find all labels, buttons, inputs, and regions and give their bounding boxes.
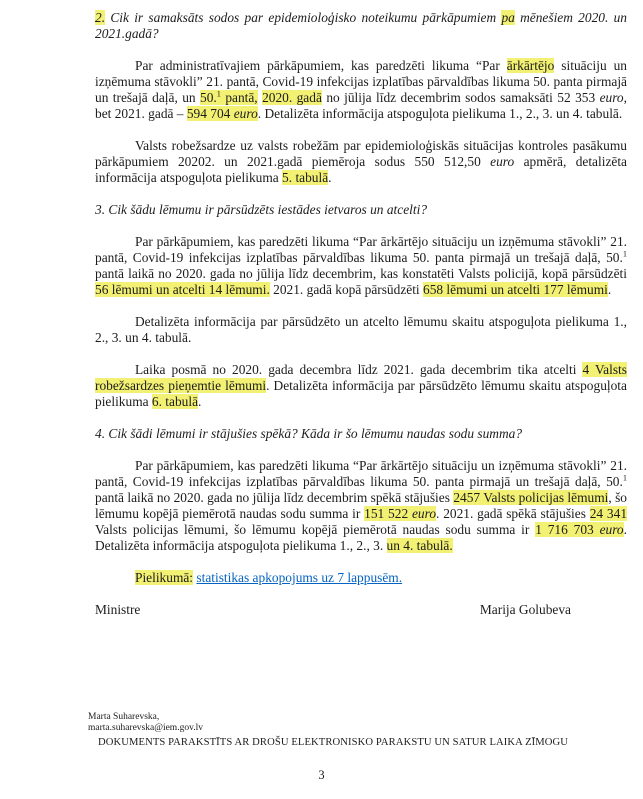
highlighted-text: 151 522	[364, 506, 412, 521]
highlighted-text: 50.	[200, 90, 217, 105]
text-segment: no jūlija līdz decembrim sodos samaksāti 52 353	[321, 90, 600, 105]
text-segment: euro	[490, 154, 515, 169]
highlighted-text: euro	[233, 106, 258, 121]
text-segment: , bet 2021. gadā –	[95, 90, 627, 121]
text-segment: situāciju un izņēmuma stāvokli” 21. pantā, Covid-19 infekcijas izplatības pārvaldības likuma 50. panta pirmajā un trešajā daļā, un	[95, 58, 627, 105]
attachment-line	[95, 570, 627, 586]
text-segment: 3. Cik šādu lēmumu ir pārsūdzēts iestādes ietvaros un atcelti?	[95, 202, 428, 217]
highlighted-text: pantā,	[220, 90, 258, 105]
text-segment: Cik ir samaksāts sodos par epidemioloģisko noteikumu pārkāpumiem	[105, 10, 502, 25]
para-appealed-summary	[95, 314, 627, 346]
text-segment: pantā laikā no 2020. gada no jūlija līdz decembrim, kas konstatēti Valsts policijā, kopā pārsūdzēti	[95, 266, 627, 281]
highlighted-text: euro	[411, 506, 437, 521]
text-segment: 4. Cik šādi lēmumi ir stājušies spēkā? Kāda ir šo lēmumu naudas sodu summa?	[95, 426, 523, 441]
text-segment: .	[328, 170, 332, 185]
text-segment: pantā laikā no 2020. gada no jūlija līdz decembrim spēkā stājušies	[95, 490, 454, 505]
text-segment: apmērā, detalizēta informācija atspoguļota pielikuma	[95, 154, 627, 185]
signature-row	[95, 602, 627, 618]
contact-email: marta.suharevska@iem.gov.lv	[88, 723, 203, 733]
signer-name: Marija Golubeva	[479, 602, 571, 617]
highlighted-text: ārkārtējo	[506, 58, 555, 73]
text-segment: . 2021. gadā spēkā stājušies	[436, 506, 590, 521]
highlighted-text: 2.	[95, 10, 106, 25]
para-appealed-decisions	[95, 234, 627, 298]
question-2-heading	[95, 10, 627, 42]
text-segment: . Detalizēta informācija atspoguļota pielikuma 1., 2., 3. un 4. tabulā.	[257, 106, 623, 121]
text-segment: . Detalizēta informācija atspoguļota pielikuma 1., 2., 3.	[95, 522, 627, 553]
page-number: 3	[318, 768, 325, 782]
text-segment: .	[607, 282, 612, 297]
text-segment: Par pārkāpumiem, kas paredzēti likuma “Par ārkārtējo situāciju un izņēmuma stāvokli” 21. pantā, Covid-19 infekcijas izplatības pārvaldības likuma 50. panta pirmajā un trešajā daļā, 50.	[95, 458, 627, 489]
text-segment: Par administratīvajiem pārkāpumiem, kas paredzēti likuma “Par	[135, 58, 507, 73]
text-segment: mēnešiem 2020. un 2021.gadā?	[95, 10, 627, 41]
highlighted-text: pa	[501, 10, 515, 25]
text-segment: euro	[599, 90, 624, 105]
highlighted-text: un 4. tabulā.	[386, 538, 453, 553]
text-segment: Valsts robežsardze uz valsts robežām par epidemioloģiskās situācijas kontroles pasākumu pārkāpumiem 20202. un 2021.gadā piemēroja sodus 550 512,50	[95, 138, 627, 169]
text-segment: . Detalizēta informācija par pārsūdzēto lēmumu skaitu atspoguļota pielikuma	[95, 378, 627, 409]
contact-name: Marta Suharevska,	[88, 712, 160, 722]
highlighted-text: 56 lēmumi un atcelti 14 lēmumi.	[95, 282, 270, 297]
highlighted-text: 24 341	[589, 506, 628, 521]
para-border-guard-annulled	[95, 362, 627, 410]
highlighted-text: 1 716 703	[535, 522, 600, 537]
text-segment: , šo lēmumu kopējā piemērotā naudas sodu summa ir	[95, 490, 627, 521]
highlighted-text: 2020. gadā	[262, 90, 322, 105]
highlighted-text: 5. tabulā	[282, 170, 329, 185]
highlighted-text: 6. tabulā	[151, 394, 199, 409]
text-segment: Detalizēta informācija par pārsūdzēto un atcelto lēmumu skaitu atspoguļota pielikuma 1., 2., 3. un 4. tabulā.	[95, 314, 627, 345]
text-segment: .	[198, 394, 202, 409]
highlighted-text: 2457 Valsts policijas lēmumi	[453, 490, 609, 505]
para-admin-fines	[95, 58, 627, 122]
para-effective-decisions	[95, 458, 627, 554]
para-border-guard-fines	[95, 138, 627, 186]
text-segment: 1	[622, 249, 627, 259]
text-segment: Laika posmā no 2020. gada decembra līdz 2021. gada decembrim tika atcelti	[135, 362, 583, 377]
question-4-heading	[95, 426, 627, 442]
text-segment: 2021. gadā kopā pārsūdzēti	[269, 282, 423, 297]
text-segment: 1	[622, 473, 627, 483]
text-segment: Par pārkāpumiem, kas paredzēti likuma “Par ārkārtējo situāciju un izņēmuma stāvokli” 21. pantā, Covid-19 infekcijas izplatības pārvaldības likuma 50. panta pirmajā un trešajā daļā, 50.	[95, 234, 627, 265]
highlighted-text: 658 lēmumi un atcelti 177 lēmumi	[423, 282, 608, 297]
highlighted-text: euro	[599, 522, 624, 537]
highlighted-text: 1	[217, 90, 221, 105]
highlighted-text: 594 704	[186, 106, 234, 121]
text-segment: Valsts policijas lēmumi, šo lēmumu kopējā piemērotā naudas sodu summa ir	[95, 522, 536, 537]
highlighted-text: Pielikumā:	[135, 570, 194, 585]
esignature-note: DOKUMENTS PARAKSTĪTS AR DROŠU ELEKTRONISKO PARAKSTU UN SATUR LAIKA ZĪMOGU	[98, 737, 569, 748]
question-3-heading	[95, 202, 627, 218]
attachment-link[interactable]: statistikas apkopojums uz 7 lappusēm.	[196, 570, 403, 585]
highlighted-text: 4 Valsts robežsardzes pieņemtie lēmumi	[95, 362, 627, 393]
signer-title: Ministre	[95, 602, 141, 617]
footer	[88, 712, 627, 748]
